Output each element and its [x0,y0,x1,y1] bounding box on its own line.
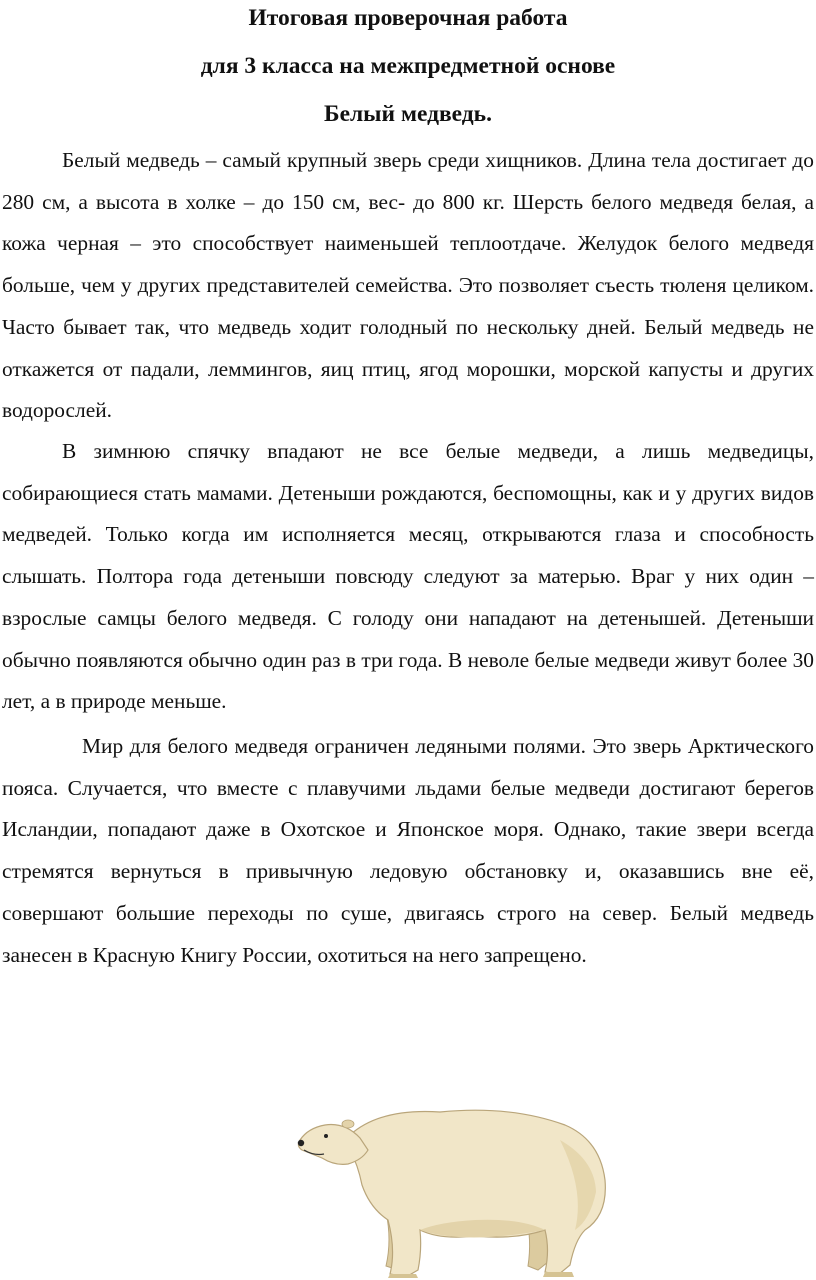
bear-front-paw [388,1274,418,1278]
paragraph-1: Белый медведь – самый крупный зверь среди хищников. Длина тела достигает до 280 см, а высота в холке – до 150 см, вес- до 800 кг. Шерсть белого медведя белая, а кожа черная – это способствует наименьшей теплоотдаче. Желудок белого медведя больше, чем у других представителей семейства. Это позволяет съесть тюленя целиком. Часто бывает так, что медведь ходит голодный по нескольку дней. Белый медведь не откажется от падали, леммингов, яиц птиц, ягод морошки, морской капусты и других водорослей. [2,148,814,423]
bear-hind-paw [543,1272,574,1277]
polar-bear-drawing [298,1110,606,1278]
title-line-3: Белый медведь. [324,101,492,127]
paragraph-3: Мир для белого медведя ограничен ледяными полями. Это зверь Арктического пояса. Случается, что вместе с плавучими льдами белые медведи достигают берегов Исландии, попадают даже в Охотское и Японское моря. Однако, такие звери всегда стремятся вернуться в привычную ледовую обстановку и, оказавшись вне её, совершают большие переходы по суше, двигаясь строго на север. Белый медведь занесен в Красную Книгу России, охотиться на него запрещено. [2,734,814,967]
title-line-2: для 3 класса на межпредметной основе [200,53,616,79]
bear-ear [342,1120,354,1128]
paragraph-2: В зимнюю спячку впадают не все белые медведи, а лишь медведицы, собирающиеся стать мамами. Детеныши рождаются, беспомощны, как и у других видов медведей. Только когда им исполняется месяц, открываются глаза и способность слышать. Полтора года детеныши повсюду следуют за матерью. Враг у них один – взрослые самцы белого медведя. С голоду они нападают на детенышей. Детеныши обычно появляются обычно один раз в три года. В неволе белые медведи живут более 30 лет, а в природе меньше. [2,439,814,714]
bear-eye [324,1134,328,1138]
title-line-1: Итоговая проверочная работа [248,5,568,31]
bear-nose [298,1140,304,1146]
polar-bear-illustration [290,1080,620,1280]
